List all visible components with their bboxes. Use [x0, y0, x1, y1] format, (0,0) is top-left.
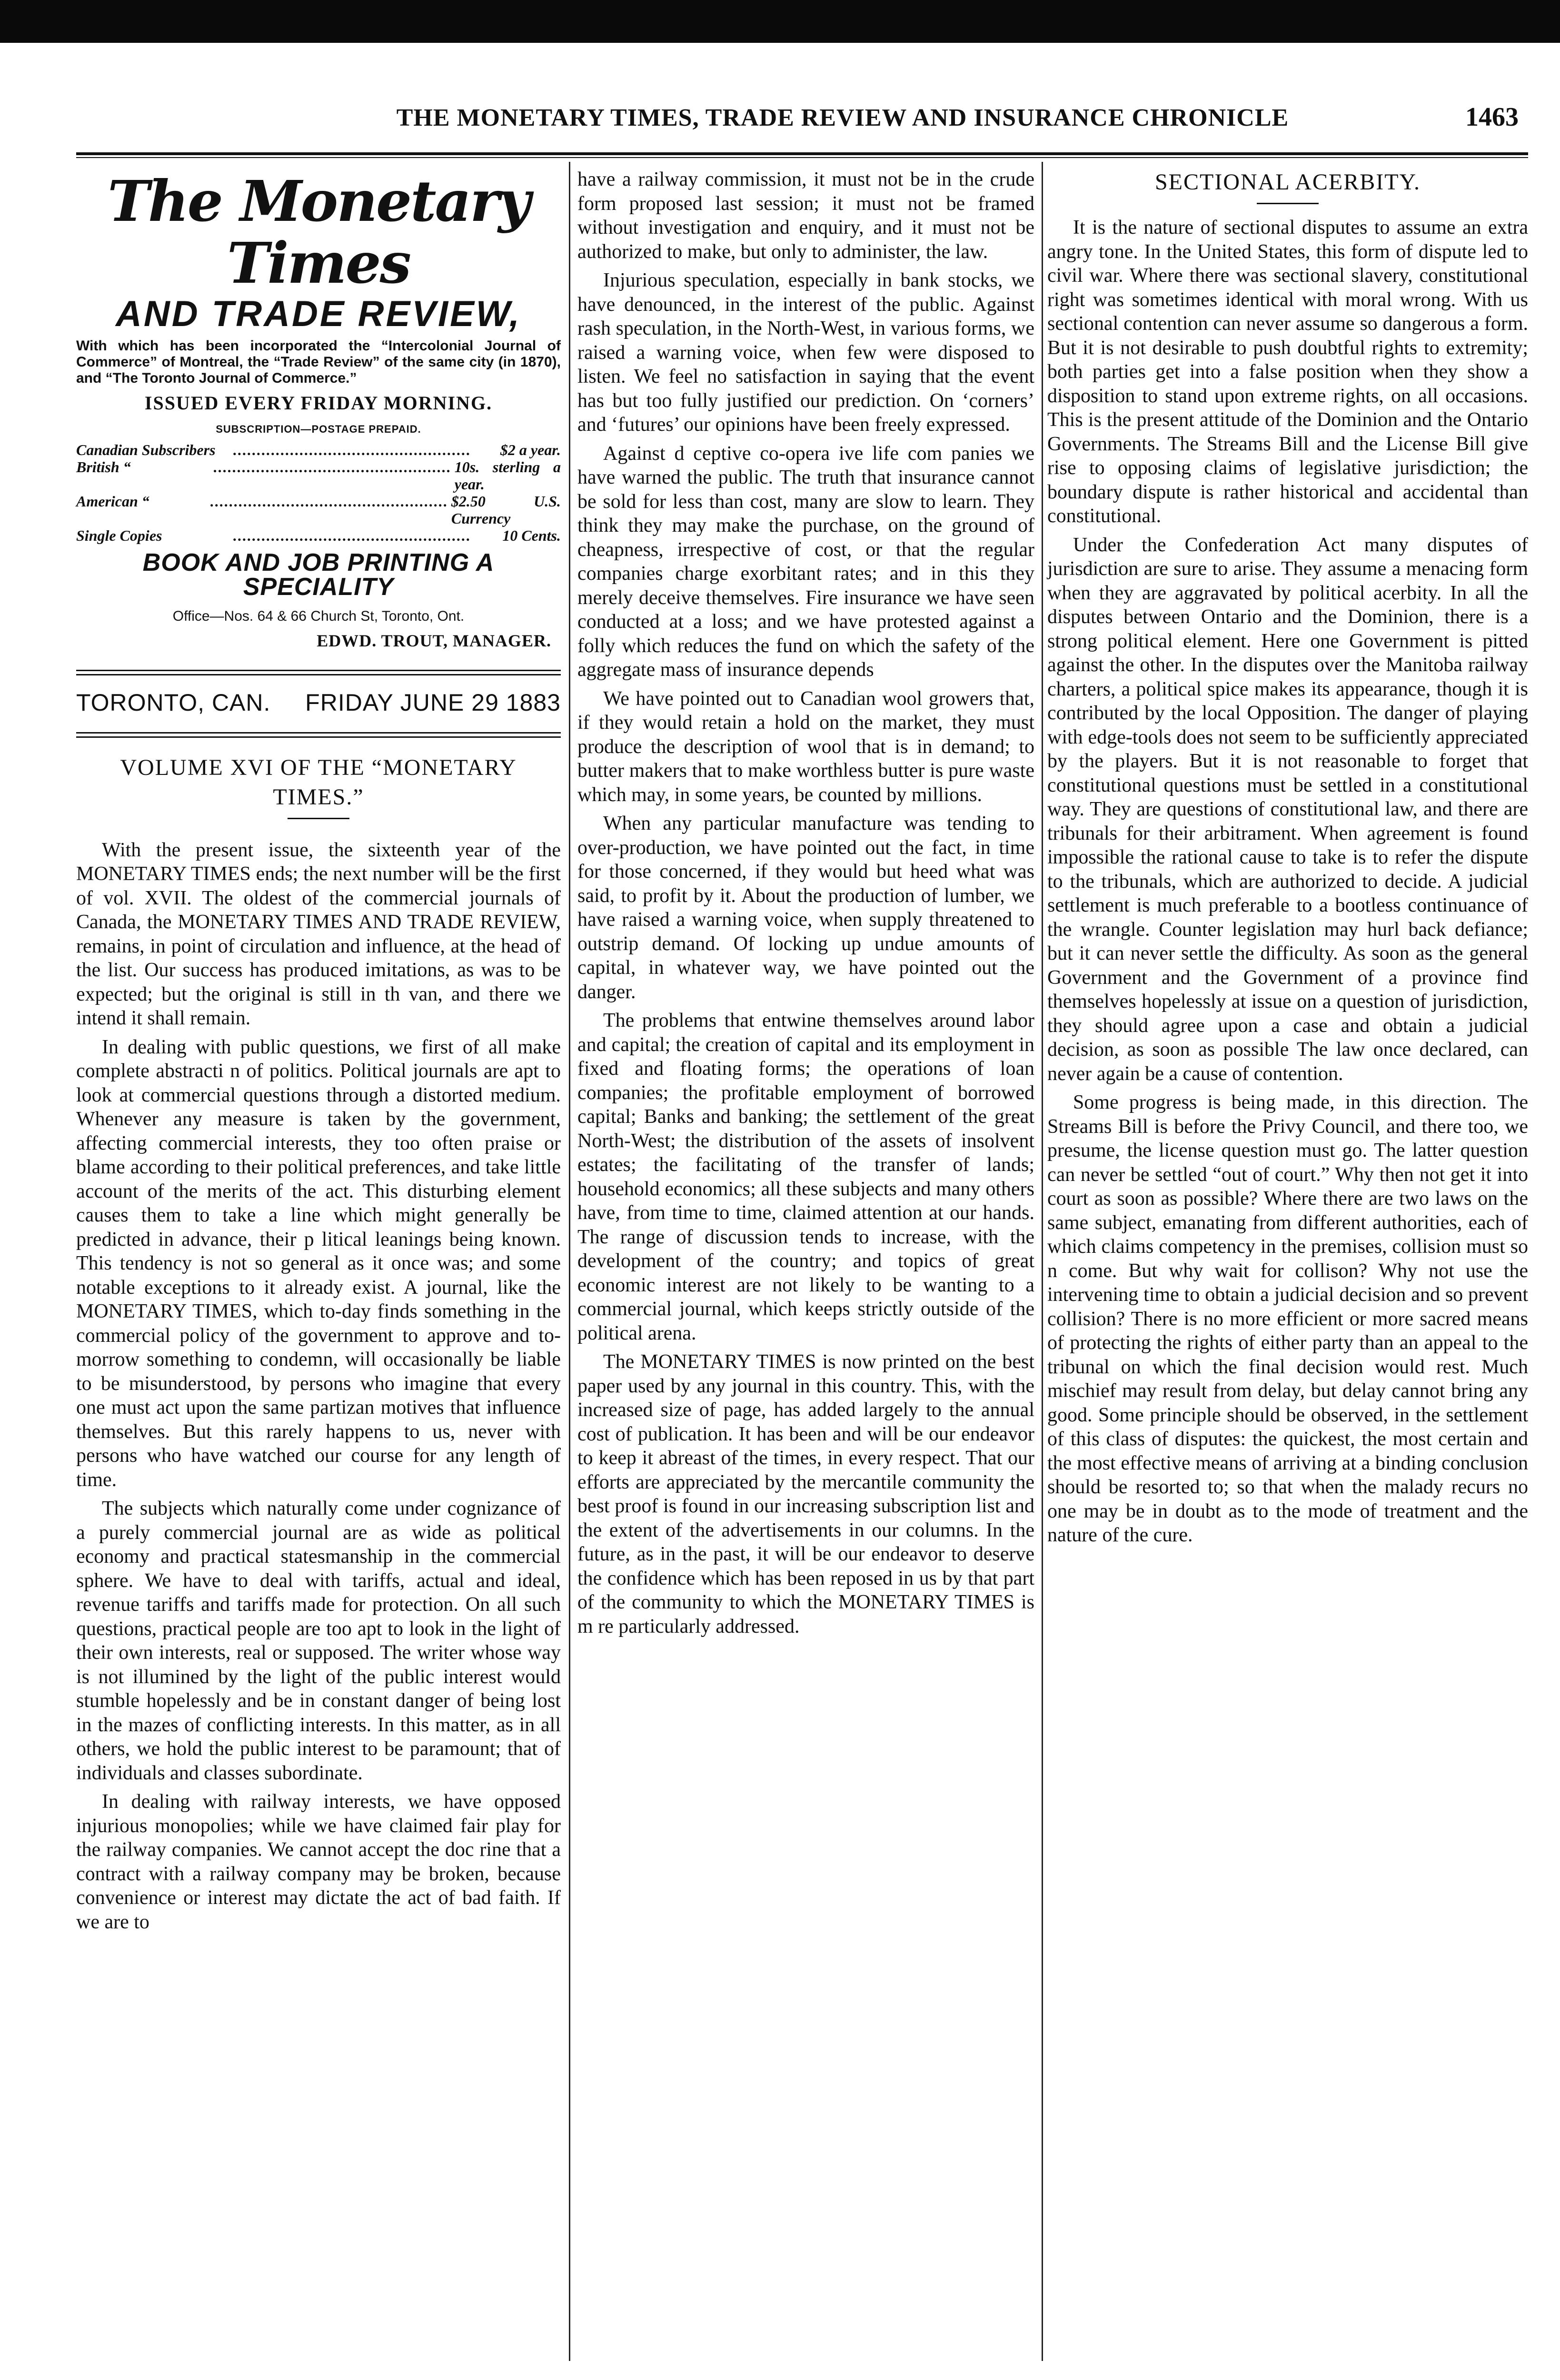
column-divider — [1042, 162, 1043, 2361]
article-paragraph: Under the Confederation Act many disputes of jurisdiction are sure to arise. They assume a menacing form when they are aggravated by political acerbity. In all the disputes between Ontario and the Dominion, there is a strong political element. Here one Government is pitted against the other. In the disputes over the Manitoba railway charters, a political spice makes its appearance, though it is contributed by the local Opposition. The danger of playing with edge-tools does not seem to be sufficiently appreciated by the players. But it is not reasonable to forget that constitutional questions must be settled in a constitutional way. They are questions of constitutional law, and there are tribunals for their arbitrament. When agreement is found impossible the rational cause to take is to refer the dispute to the tribunals, which are authorized to decide. A judicial settlement is much preferable to a bootless continuance of the wrangle. Counter legislation may hurl back defiance; but it can never settle the difficulty. As soon as the general Government and the Government of a province find themselves hopelessly at issue on a question of jurisdiction, they should agree upon a case and obtain a judicial decision, as soon as possible The law once declared, can never again be a cause of contention. — [1047, 534, 1528, 1085]
title-rule — [288, 818, 349, 819]
article-paragraph: When any particular manufacture was tending to over-production, we have pointed out the fact, in time for those concerned, if they would but heed what was said, to profit by it. About the production of lumber, we have raised a warning voice, when supply threatened to outstrip demand. Of locking up undue amounts of capital, in whatever way, we have pointed out the danger. — [577, 813, 1034, 1003]
scan-border — [0, 0, 1560, 43]
leader-dots: .................................................. — [233, 527, 471, 544]
leader-dots: .................................................. — [233, 441, 471, 458]
subscription-label: Single Copies — [76, 527, 162, 544]
article-paragraph: The problems that entwine themselves around labor and capital; the creation of capital and its employment in fixed and floating forms; the operations of loan companies; the profitable employment of borrowed capital; Banks and banking; the settlement of the great North-West; the distribution of the assets of insolvent estates; the facilitating of the transfer of lands; household economics; all these subjects and many others have, from time to time, claimed attention at our hands. The range of discussion tends to increase, with the development of the country; and topics of great economic interest are not likely to be wanting to a commercial journal, which keeps strictly outside of the political arena. — [577, 1010, 1034, 1344]
title-rule — [1257, 203, 1319, 204]
article-paragraph: Against d ceptive co-opera ive life com panies we have warned the public. The truth that insurance cannot be sold for less than cost, many are slow to learn. They think they may make the purchase, on the ground of cheapness, irrespective of cost, or that the regular companies charge exorbitant rates; and in this they merely deceive themselves. Fire insurance we have seen conducted at a loss; and we have protested against a folly which reduces the fund on which the safety of the aggregate mass of insurance depends — [577, 442, 1034, 681]
article-paragraph: The subjects which naturally come under cognizance of a purely commercial journal are as wide as political economy and practical statesmanship in the commercial sphere. We have to deal with tariffs, actual and ideal, revenue tariffs and tariffs made for protection. On all such questions, practical people are too apt to look in the light of their own interests, real or supposed. The writer whose way is not illumined by the light of the public interest would stumble hopelessly and be in constant danger of being lost in the mazes of conflicting interests. In this matter, as in all others, we hold the public interest to be paramount; that of individuals and classes subordinate. — [76, 1497, 561, 1784]
section-rule — [76, 670, 561, 675]
issued-line: ISSUED EVERY FRIDAY MORNING. — [144, 392, 493, 414]
article-paragraph: Injurious speculation, especially in bank stocks, we have denounced, in the interest of the public. Against rash speculation, in the North-West, in various forms, we raised a warning voice, when few were disposed to listen. We feel no satisfaction in saying that the event has but too fully justified our prediction. On ‘corners’ and ‘futures’ our opinions have been freely expressed. — [577, 269, 1034, 436]
article-paragraph: have a railway commission, it must not be in the crude form proposed last session; it must not be framed without investigation and enquiry, and it must not be authorized to make, but only to administer, the law. — [577, 169, 1034, 263]
running-head: THE MONETARY TIMES, TRADE REVIEW AND INSURANCE CHRONICLE — [396, 104, 1289, 131]
dateline — [76, 691, 561, 715]
article-paragraph: We have pointed out to Canadian wool growers that, if they would retain a hold on the market, they must produce the description of wool that is in demand; to butter makers that to make worthless butter is pure waste which may, in some years, be counted by millions. — [577, 687, 1034, 806]
header-rule — [76, 152, 1528, 158]
column-divider — [569, 162, 570, 2361]
book-job-line: BOOK AND JOB PRINTING A SPECIALITY — [142, 549, 495, 601]
subscription-value: 10s. sterling a year. — [454, 458, 561, 493]
manager-line: EDWD. TROUT, MANAGER. — [317, 631, 551, 650]
column-3 — [1047, 168, 1528, 1547]
leader-dots: .................................................. — [210, 493, 448, 510]
leader-dots: .................................................. — [213, 458, 452, 476]
article-paragraph: In dealing with railway interests, we have opposed injurious monopolies; while we have claimed fair play for the railway companies. We cannot accept the doc rine that a contract with a railway company may be broken, because convenience or interest may dictate the act of bad faith. If we are to — [76, 1791, 561, 1933]
article-title: SECTIONAL ACERBITY. — [1154, 169, 1421, 195]
dateline-city: TORONTO, CAN. — [76, 689, 271, 716]
subscription-title: SUBSCRIPTION—POSTAGE PREPAID. — [216, 423, 421, 435]
column-2 — [577, 168, 1034, 1638]
masthead-subtitle: AND TRADE REVIEW, — [116, 294, 521, 334]
subscription-row — [76, 527, 561, 544]
dateline-date: FRIDAY JUNE 29 1883 — [305, 689, 561, 716]
subscription-value: $2.50 U.S. Currency — [451, 493, 561, 527]
article-paragraph: Some progress is being made, in this direction. The Streams Bill is before the Privy Council, and there too, we presume, the license question must go. The latter question can never be settled “out of court.” Why then not get it into court as soon as possible? Where there are two laws on the same subject, emanating from different authorities, each of which claims competency in the premises, collision must so n come. But why wait for collison? Why not use the intervening time to obtain a judicial decision and so prevent collision? There is no more efficient or more sacred means of protecting the rights of either party than an appeal to the tribunal on which the final decision would rest. Much mischief may result from delay, but delay cannot bring any good. Some principle should be observed, in the settlement of this class of disputes: the quickest, the most certain and the most effective means of arriving at a binding conclusion should be resorted to; so that when the malady recurs no one may be in doubt as to the mode of treatment and the nature of the cure. — [1047, 1091, 1528, 1546]
section-rule — [76, 732, 561, 738]
subscription-value: $2 a year. — [500, 441, 561, 458]
masthead-title: The Monetary Times — [108, 168, 529, 296]
subscription-row — [76, 458, 561, 493]
subscription-label: American “ — [76, 493, 149, 510]
column-1 — [76, 168, 561, 1934]
incorporation-note: With which has been incorporated the “Intercolonial Journal of Commerce” of Montreal, the “Trade Review” of the same city (in 1870), and “The Toronto Journal of Commerce.” — [76, 338, 561, 386]
office-address: Office—Nos. 64 & 66 Church St, Toronto, Ont. — [172, 608, 465, 624]
article-paragraph: In dealing with public questions, we first of all make complete abstracti n of politics. Political journals are apt to look at commercial questions through a distorted medium. Whenever any measure is taken by the government, affecting commercial interests, they too often praise or blame according to their political preferences, and take little account of the merits of the act. This disturbing element causes them to take a line which might generally be predicted in advance, their p litical leanings being known. This tendency is not so general as it once was; and some notable exceptions to it already exist. A journal, like the MONETARY TIMES, which to-day finds something in the commercial policy of the government to approve and to-morrow something to condemn, will occasionally be liable to be misunderstood, by persons who imagine that every one must act upon the same partizan motives that influence themselves. But this rarely happens to us, never with persons who have watched our course for any length of time. — [76, 1036, 561, 1491]
article-paragraph: The MONETARY TIMES is now printed on the best paper used by any journal in this country. This, with the increased size of page, has added largely to the annual cost of publication. It has been and will be our endeavor to keep it abreast of the times, in every respect. That our efforts are appreciated by the mercantile community the best proof is found in our increasing subscription list and the extent of the advertisements in our columns. In the future, as in the past, it will be our endeavor to deserve the confidence which has been reposed in us by that part of the community to which the MONETARY TIMES is m re particularly addressed. — [577, 1351, 1034, 1637]
subscription-row — [76, 441, 561, 458]
subscription-value: 10 Cents. — [502, 527, 561, 544]
article-paragraph: With the present issue, the sixteenth year of the MONETARY TIMES ends; the next number will be the first of vol. XVII. The oldest of the commercial journals of Canada, the MONETARY TIMES AND TRADE REVIEW, remains, in point of circulation and influence, at the head of the list. Our success has produced imitations, as was to be expected; but the original is still in th van, and there we intend it shall remain. — [76, 839, 561, 1029]
subscription-label: British “ — [76, 458, 131, 476]
page-number: 1463 — [1465, 102, 1519, 132]
subscription-row — [76, 493, 561, 527]
article-paragraph: It is the nature of sectional disputes to assume an extra angry tone. In the United States, this form of dispute led to civil war. Where there was sectional slavery, constitutional right was sometimes identical with moral wrong. With us sectional contention can never assume so dangerous a form. But it is not desirable to push doubtful rights to extremity; both parties get into a false position when they show a disposition to stand upon extreme rights, on all occasions. This is the present attitude of the Dominion and the Ontario Governments. The Streams Bill and the License Bill give rise to opposing claims of legislative jurisdiction; the boundary dispute is rather historical and accidental than constitutional. — [1047, 217, 1528, 527]
article-title: VOLUME XVI OF THE “MONETARY TIMES.” — [120, 754, 517, 810]
subscription-label: Canadian Subscribers — [76, 441, 216, 458]
